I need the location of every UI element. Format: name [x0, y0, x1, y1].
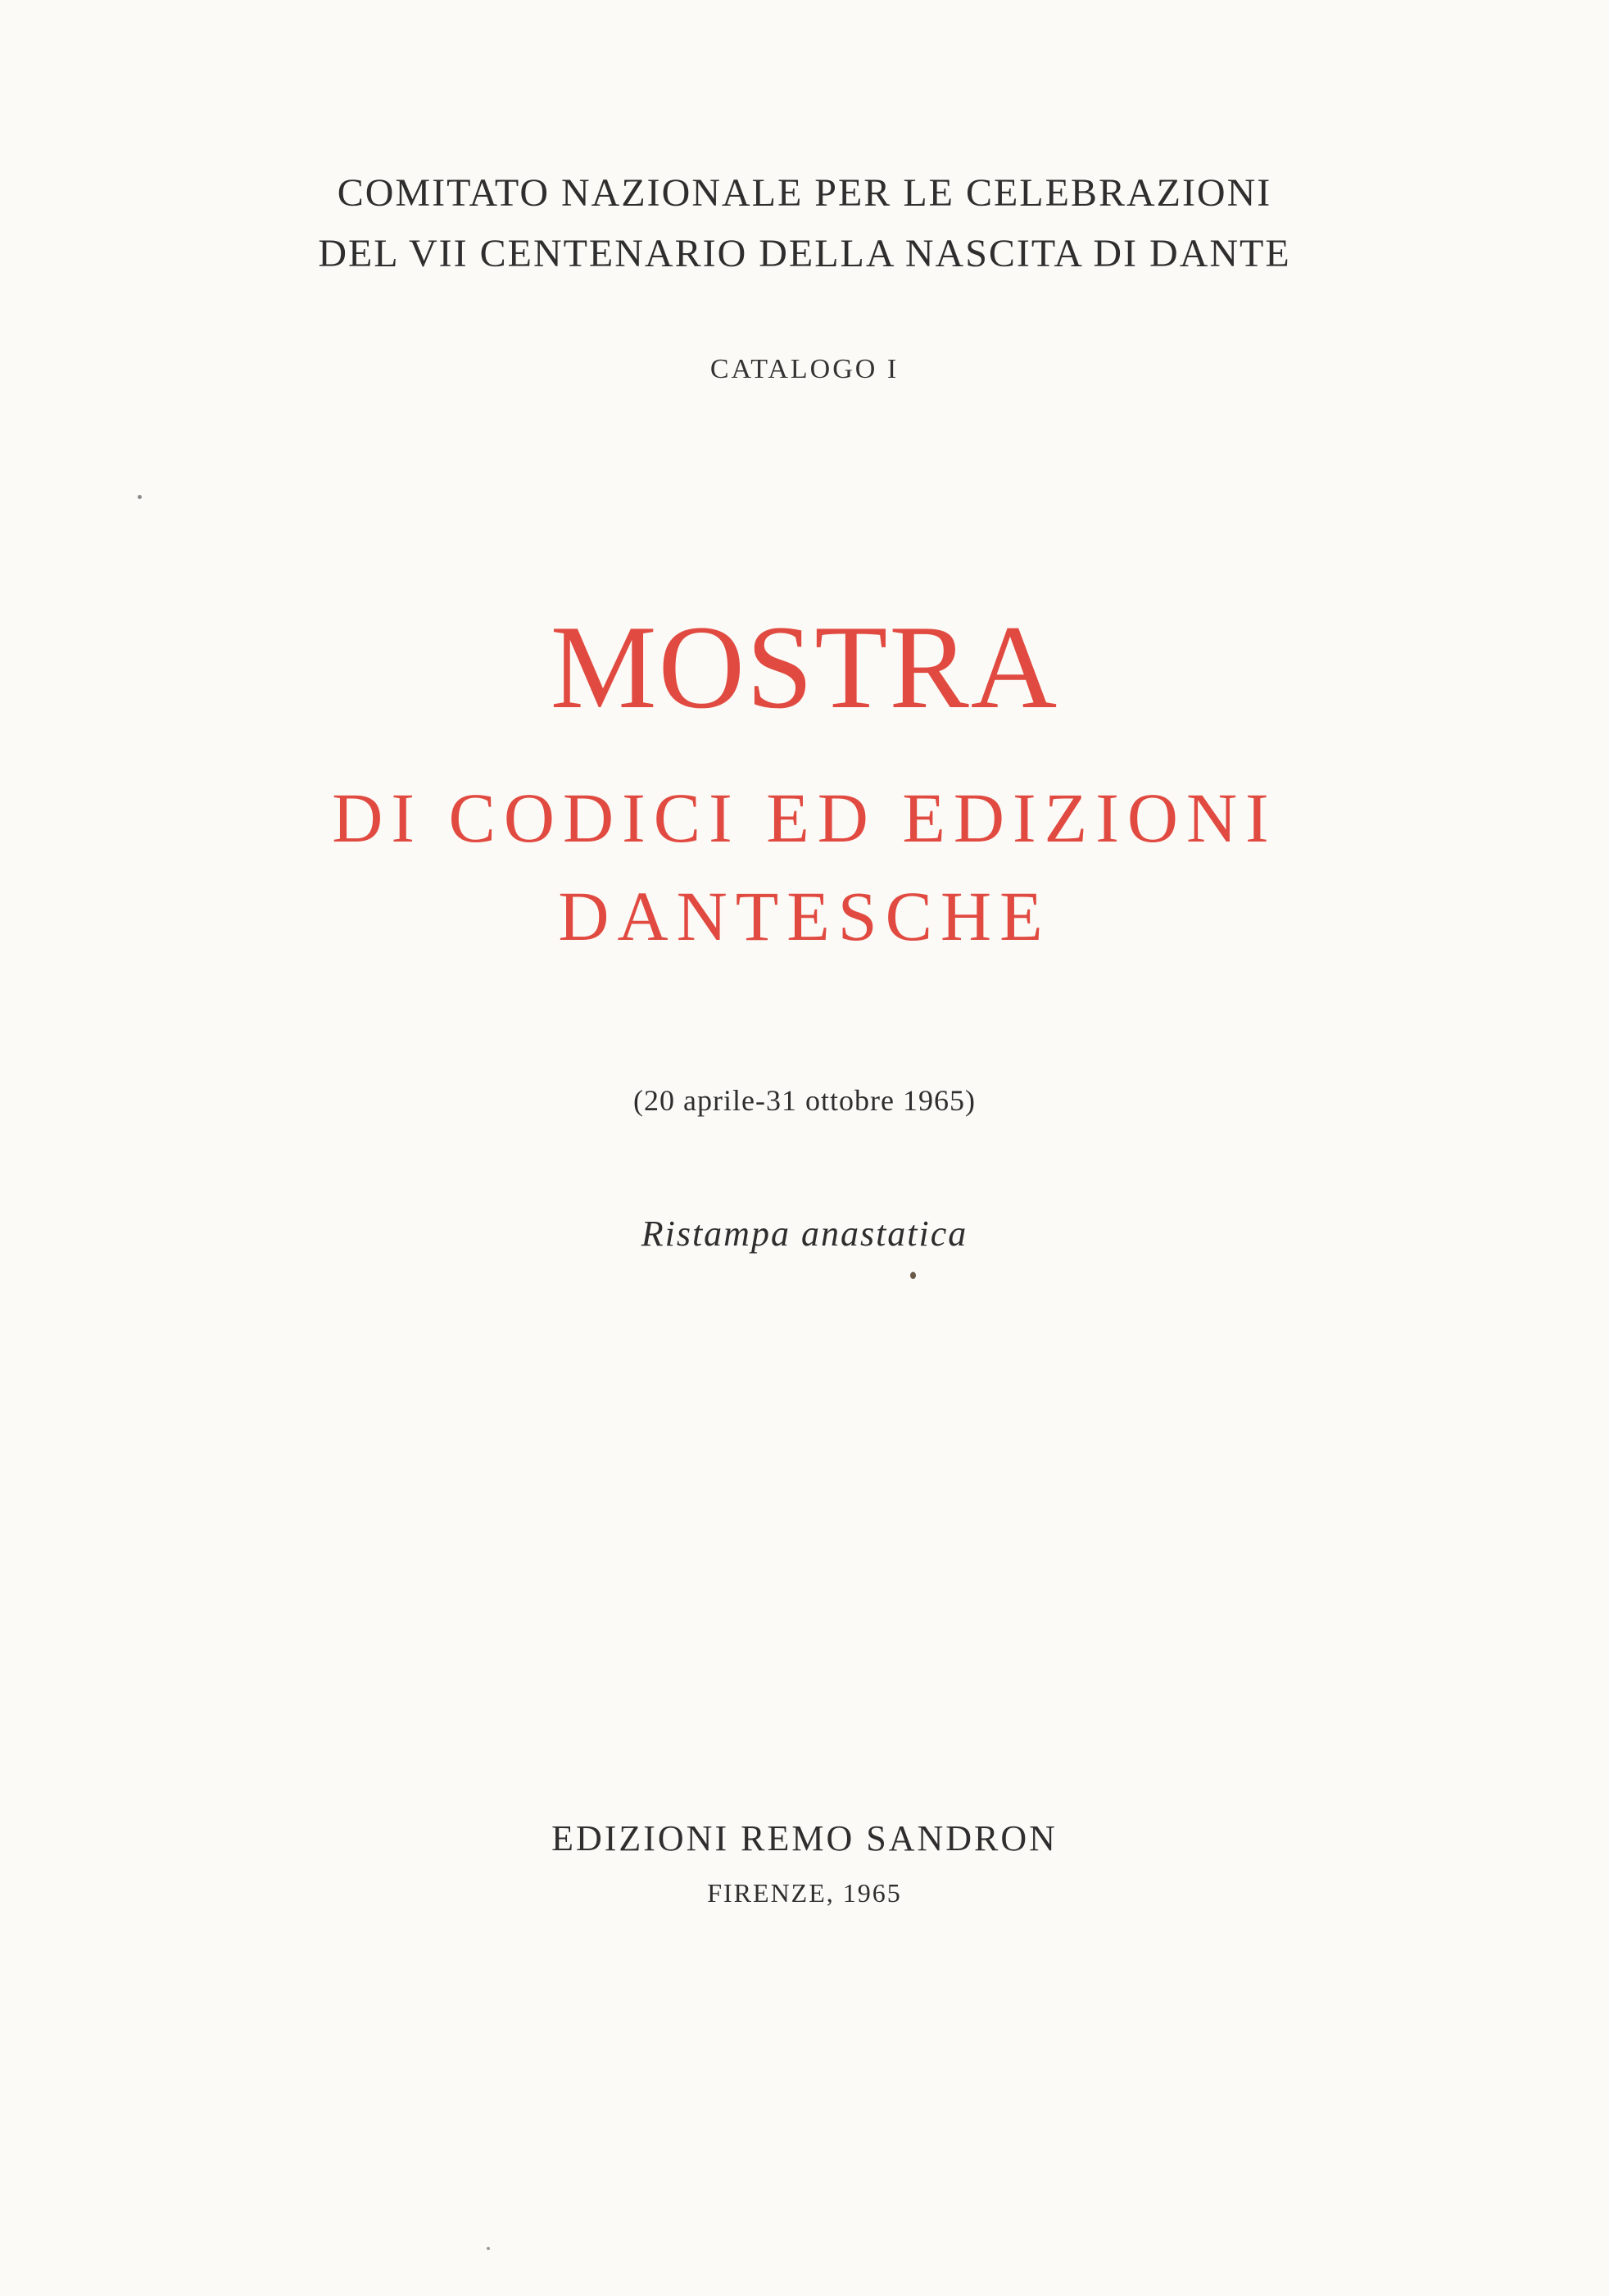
- catalog-label: CATALOGO I: [709, 354, 900, 384]
- committee-name-line-2: DEL VII CENTENARIO DELLA NASCITA DI DANTE: [318, 232, 1291, 275]
- main-title: MOSTRA: [550, 601, 1059, 733]
- paper-speck: [910, 1272, 916, 1279]
- exhibition-dates: (20 aprile-31 ottobre 1965): [633, 1084, 976, 1117]
- paper-speck: [138, 495, 142, 499]
- paper-speck: [487, 2247, 490, 2250]
- subtitle-line-2: DANTESCHE: [558, 877, 1051, 955]
- committee-name-line-1: COMITATO NAZIONALE PER LE CELEBRAZIONI: [337, 171, 1272, 215]
- publication-place-year: FIRENZE, 1965: [707, 1878, 902, 1908]
- publisher-name: EDIZIONI REMO SANDRON: [551, 1818, 1058, 1858]
- subtitle-line-1: DI CODICI ED EDIZIONI: [332, 778, 1277, 857]
- reprint-note: Ristampa anastatica: [641, 1214, 968, 1254]
